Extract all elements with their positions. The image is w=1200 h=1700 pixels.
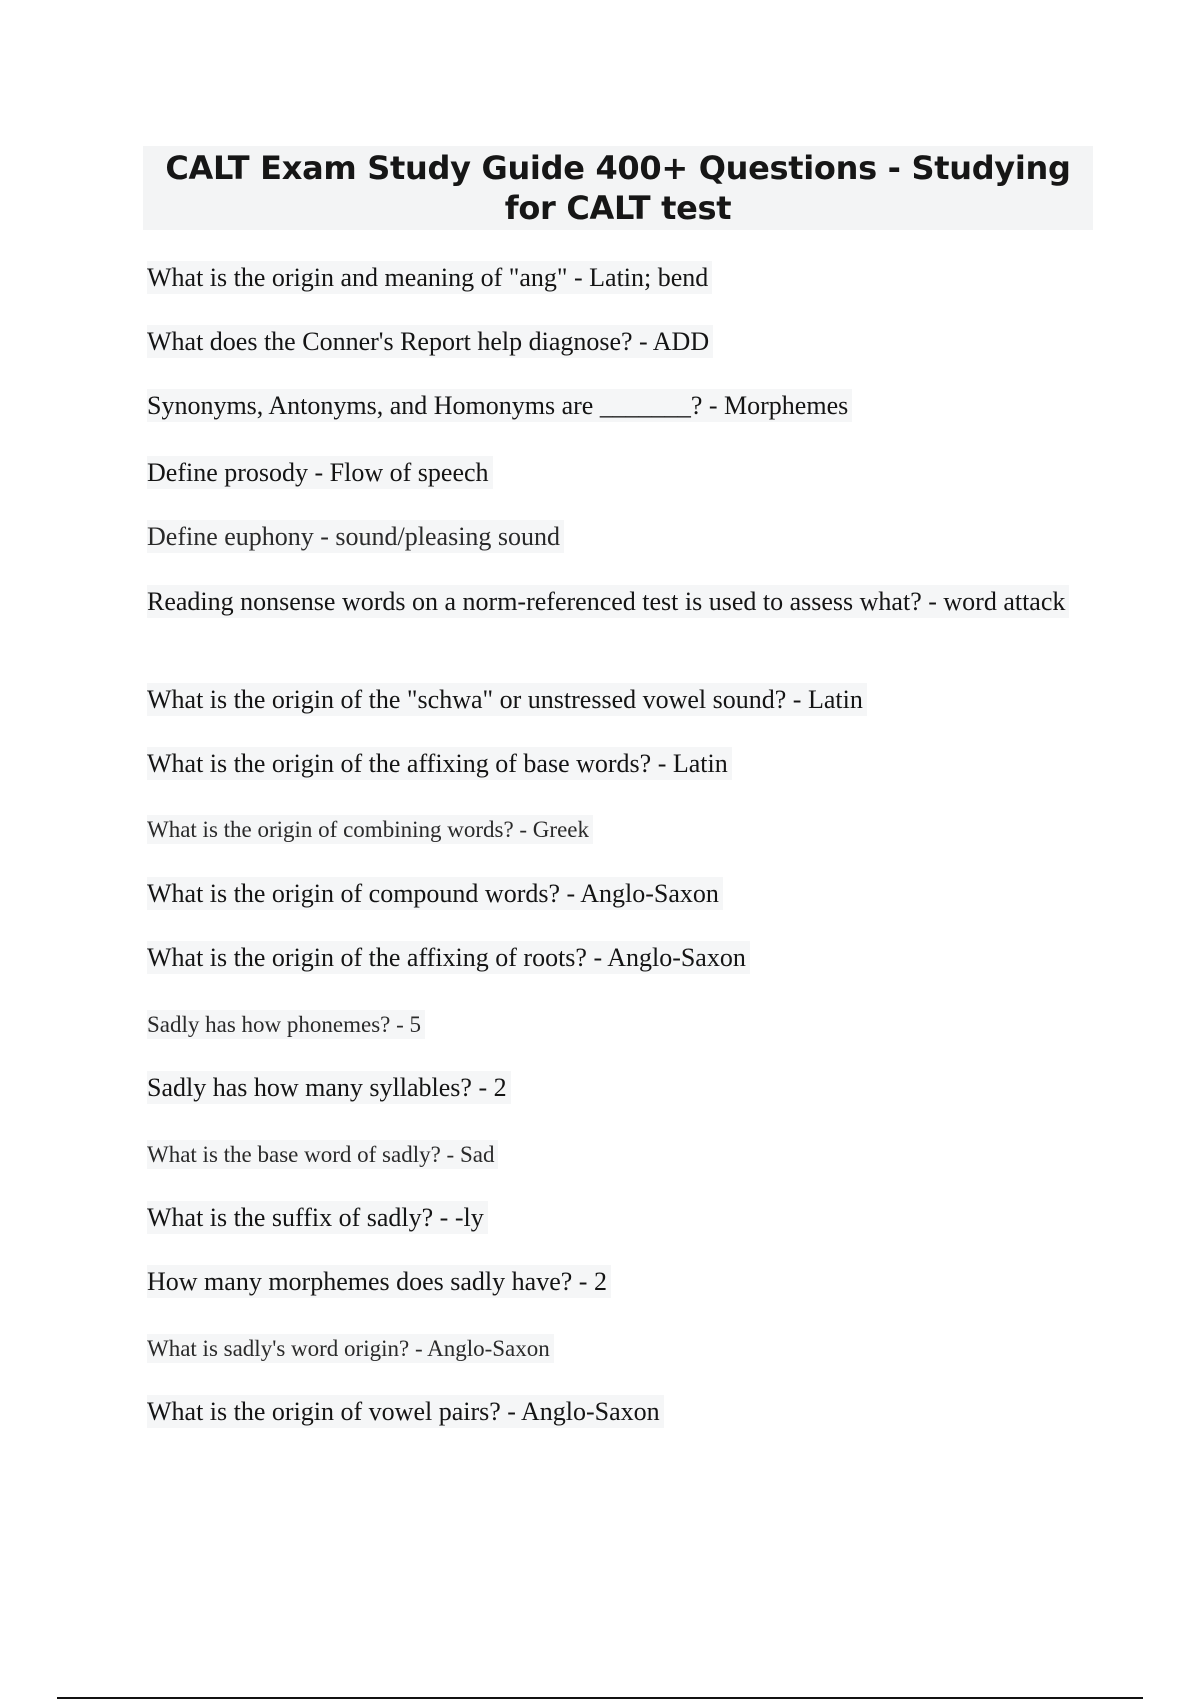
qa-text: What is the origin of the affixing of base words? - Latin <box>147 747 732 780</box>
qa-text: How many morphemes does sadly have? - 2 <box>147 1265 611 1298</box>
qa-text: What does the Conner's Report help diagnose? - ADD <box>147 325 713 358</box>
page-title: CALT Exam Study Guide 400+ Questions - Studying for CALT test <box>165 149 1071 227</box>
qa-item <box>147 1140 498 1170</box>
qa-item <box>147 1203 488 1233</box>
qa-text: What is the origin of the affixing of roots? - Anglo-Saxon <box>147 941 750 974</box>
qa-item <box>147 1397 664 1427</box>
qa-item <box>147 815 593 845</box>
qa-text: What is the origin of the "schwa" or unstressed vowel sound? - Latin <box>147 683 867 716</box>
qa-item <box>147 1073 511 1103</box>
qa-text: What is the origin and meaning of "ang" - Latin; bend <box>147 261 712 294</box>
qa-item <box>147 879 723 909</box>
qa-item <box>147 943 750 973</box>
qa-item <box>147 1334 554 1364</box>
qa-text: Sadly has how phonemes? - 5 <box>147 1010 425 1039</box>
footer-divider <box>57 1697 1143 1699</box>
qa-text: Reading nonsense words on a norm-referenced test is used to assess what? - word attack <box>147 585 1069 618</box>
qa-item <box>147 1010 425 1040</box>
qa-text: What is the origin of compound words? - Anglo-Saxon <box>147 877 723 910</box>
qa-item <box>147 587 1087 617</box>
qa-text: What is the origin of vowel pairs? - Anglo-Saxon <box>147 1395 664 1428</box>
qa-text: What is the origin of combining words? - Greek <box>147 815 593 844</box>
qa-text: What is the base word of sadly? - Sad <box>147 1140 498 1169</box>
title-banner <box>143 146 1093 230</box>
qa-text: Define prosody - Flow of speech <box>147 456 493 489</box>
qa-item <box>147 327 713 357</box>
qa-item <box>147 522 564 552</box>
qa-item <box>147 391 852 421</box>
qa-item <box>147 685 867 715</box>
qa-text: What is sadly's word origin? - Anglo-Saxon <box>147 1334 554 1363</box>
qa-item <box>147 263 712 293</box>
qa-text: Synonyms, Antonyms, and Homonyms are _______? - Morphemes <box>147 389 852 422</box>
qa-text: Define euphony - sound/pleasing sound <box>147 520 564 553</box>
qa-item <box>147 1267 611 1297</box>
qa-text: Sadly has how many syllables? - 2 <box>147 1071 511 1104</box>
qa-item <box>147 458 493 488</box>
qa-text: What is the suffix of sadly? - -ly <box>147 1201 488 1234</box>
qa-item <box>147 749 732 779</box>
